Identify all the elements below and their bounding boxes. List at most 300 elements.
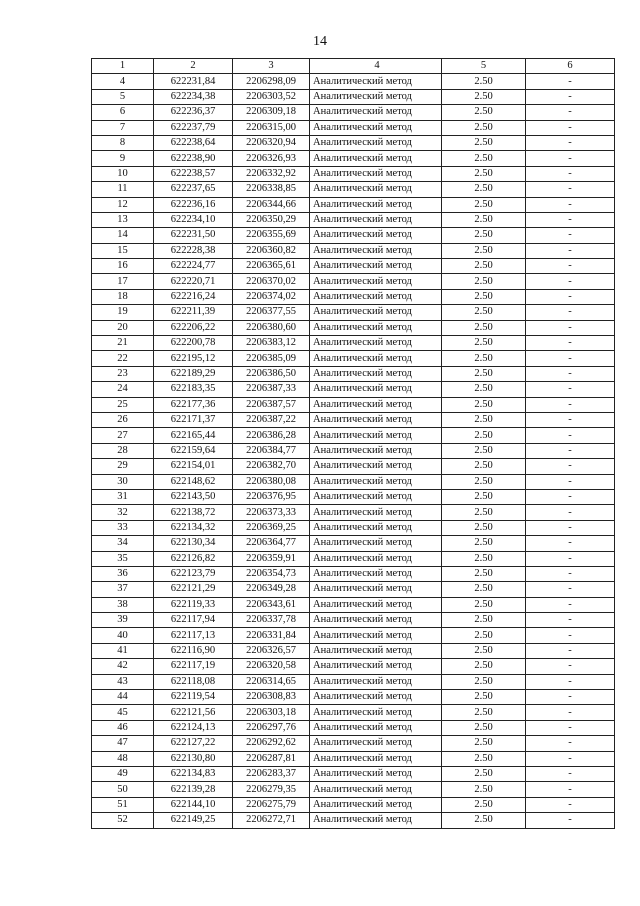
point-number-cell: 6 <box>92 105 154 120</box>
method-cell: Аналитический метод <box>310 320 442 335</box>
point-number-cell: 40 <box>92 628 154 643</box>
table-row <box>92 520 615 535</box>
y-coordinate-cell: 2206364,77 <box>233 536 310 551</box>
accuracy-cell: 2.50 <box>442 566 526 581</box>
x-coordinate-cell: 622117,94 <box>154 613 233 628</box>
note-cell: - <box>526 74 615 89</box>
point-number-cell: 7 <box>92 120 154 135</box>
x-coordinate-cell: 622177,36 <box>154 397 233 412</box>
point-number-cell: 5 <box>92 89 154 104</box>
note-cell: - <box>526 597 615 612</box>
method-cell: Аналитический метод <box>310 474 442 489</box>
y-coordinate-cell: 2206337,78 <box>233 613 310 628</box>
y-coordinate-cell: 2206359,91 <box>233 551 310 566</box>
method-cell: Аналитический метод <box>310 151 442 166</box>
method-cell: Аналитический метод <box>310 135 442 150</box>
y-coordinate-cell: 2206320,58 <box>233 659 310 674</box>
point-number-cell: 28 <box>92 443 154 458</box>
accuracy-cell: 2.50 <box>442 166 526 181</box>
method-cell: Аналитический метод <box>310 259 442 274</box>
note-cell: - <box>526 751 615 766</box>
point-number-cell: 49 <box>92 766 154 781</box>
method-cell: Аналитический метод <box>310 489 442 504</box>
note-cell: - <box>526 259 615 274</box>
accuracy-cell: 2.50 <box>442 274 526 289</box>
point-number-cell: 44 <box>92 690 154 705</box>
method-cell: Аналитический метод <box>310 197 442 212</box>
note-cell: - <box>526 89 615 104</box>
method-cell: Аналитический метод <box>310 382 442 397</box>
point-number-cell: 33 <box>92 520 154 535</box>
y-coordinate-cell: 2206360,82 <box>233 243 310 258</box>
accuracy-cell: 2.50 <box>442 89 526 104</box>
note-cell: - <box>526 428 615 443</box>
point-number-cell: 8 <box>92 135 154 150</box>
x-coordinate-cell: 622238,57 <box>154 166 233 181</box>
note-cell: - <box>526 628 615 643</box>
table-row <box>92 597 615 612</box>
y-coordinate-cell: 2206326,93 <box>233 151 310 166</box>
table-row <box>92 659 615 674</box>
point-number-cell: 9 <box>92 151 154 166</box>
note-cell: - <box>526 690 615 705</box>
point-number-cell: 46 <box>92 720 154 735</box>
table-body <box>92 74 615 828</box>
point-number-cell: 45 <box>92 705 154 720</box>
accuracy-cell: 2.50 <box>442 782 526 797</box>
note-cell: - <box>526 412 615 427</box>
accuracy-cell: 2.50 <box>442 766 526 781</box>
x-coordinate-cell: 622130,34 <box>154 536 233 551</box>
method-cell: Аналитический метод <box>310 212 442 227</box>
y-coordinate-cell: 2206303,18 <box>233 705 310 720</box>
point-number-cell: 37 <box>92 582 154 597</box>
x-coordinate-cell: 622139,28 <box>154 782 233 797</box>
note-cell: - <box>526 351 615 366</box>
method-cell: Аналитический метод <box>310 243 442 258</box>
y-coordinate-cell: 2206387,22 <box>233 412 310 427</box>
point-number-cell: 4 <box>92 74 154 89</box>
table-row <box>92 674 615 689</box>
y-coordinate-cell: 2206386,28 <box>233 428 310 443</box>
x-coordinate-cell: 622216,24 <box>154 289 233 304</box>
y-coordinate-cell: 2206275,79 <box>233 797 310 812</box>
x-coordinate-cell: 622231,50 <box>154 228 233 243</box>
accuracy-cell: 2.50 <box>442 474 526 489</box>
note-cell: - <box>526 813 615 828</box>
method-cell: Аналитический метод <box>310 797 442 812</box>
x-coordinate-cell: 622237,65 <box>154 182 233 197</box>
note-cell: - <box>526 459 615 474</box>
x-coordinate-cell: 622236,37 <box>154 105 233 120</box>
accuracy-cell: 2.50 <box>442 720 526 735</box>
table-row <box>92 736 615 751</box>
header-col-2: 2 <box>154 59 233 74</box>
method-cell: Аналитический метод <box>310 336 442 351</box>
accuracy-cell: 2.50 <box>442 135 526 150</box>
table-row <box>92 366 615 381</box>
note-cell: - <box>526 505 615 520</box>
y-coordinate-cell: 2206355,69 <box>233 228 310 243</box>
y-coordinate-cell: 2206279,35 <box>233 782 310 797</box>
note-cell: - <box>526 582 615 597</box>
point-number-cell: 41 <box>92 643 154 658</box>
note-cell: - <box>526 720 615 735</box>
y-coordinate-cell: 2206369,25 <box>233 520 310 535</box>
note-cell: - <box>526 443 615 458</box>
x-coordinate-cell: 622231,84 <box>154 74 233 89</box>
table-row <box>92 459 615 474</box>
note-cell: - <box>526 536 615 551</box>
note-cell: - <box>526 736 615 751</box>
note-cell: - <box>526 212 615 227</box>
point-number-cell: 52 <box>92 813 154 828</box>
method-cell: Аналитический метод <box>310 782 442 797</box>
note-cell: - <box>526 520 615 535</box>
note-cell: - <box>526 289 615 304</box>
method-cell: Аналитический метод <box>310 366 442 381</box>
accuracy-cell: 2.50 <box>442 412 526 427</box>
table-row <box>92 705 615 720</box>
table-row <box>92 382 615 397</box>
header-col-5: 5 <box>442 59 526 74</box>
note-cell: - <box>526 151 615 166</box>
accuracy-cell: 2.50 <box>442 736 526 751</box>
table-row <box>92 412 615 427</box>
accuracy-cell: 2.50 <box>442 351 526 366</box>
method-cell: Аналитический метод <box>310 166 442 181</box>
table-row <box>92 397 615 412</box>
accuracy-cell: 2.50 <box>442 628 526 643</box>
table-row <box>92 690 615 705</box>
table-row <box>92 120 615 135</box>
y-coordinate-cell: 2206370,02 <box>233 274 310 289</box>
header-col-4: 4 <box>310 59 442 74</box>
x-coordinate-cell: 622123,79 <box>154 566 233 581</box>
method-cell: Аналитический метод <box>310 520 442 535</box>
table-row <box>92 582 615 597</box>
table-row <box>92 551 615 566</box>
method-cell: Аналитический метод <box>310 582 442 597</box>
accuracy-cell: 2.50 <box>442 120 526 135</box>
x-coordinate-cell: 622149,25 <box>154 813 233 828</box>
x-coordinate-cell: 622117,19 <box>154 659 233 674</box>
table-row <box>92 613 615 628</box>
note-cell: - <box>526 643 615 658</box>
y-coordinate-cell: 2206292,62 <box>233 736 310 751</box>
method-cell: Аналитический метод <box>310 412 442 427</box>
y-coordinate-cell: 2206380,08 <box>233 474 310 489</box>
accuracy-cell: 2.50 <box>442 690 526 705</box>
x-coordinate-cell: 622148,62 <box>154 474 233 489</box>
point-number-cell: 23 <box>92 366 154 381</box>
table-row <box>92 228 615 243</box>
note-cell: - <box>526 382 615 397</box>
accuracy-cell: 2.50 <box>442 613 526 628</box>
x-coordinate-cell: 622238,90 <box>154 151 233 166</box>
point-number-cell: 29 <box>92 459 154 474</box>
method-cell: Аналитический метод <box>310 597 442 612</box>
method-cell: Аналитический метод <box>310 289 442 304</box>
method-cell: Аналитический метод <box>310 766 442 781</box>
table-row <box>92 489 615 504</box>
x-coordinate-cell: 622126,82 <box>154 551 233 566</box>
y-coordinate-cell: 2206365,61 <box>233 259 310 274</box>
method-cell: Аналитический метод <box>310 274 442 289</box>
y-coordinate-cell: 2206354,73 <box>233 566 310 581</box>
accuracy-cell: 2.50 <box>442 751 526 766</box>
method-cell: Аналитический метод <box>310 182 442 197</box>
y-coordinate-cell: 2206374,02 <box>233 289 310 304</box>
table-row <box>92 628 615 643</box>
accuracy-cell: 2.50 <box>442 705 526 720</box>
method-cell: Аналитический метод <box>310 674 442 689</box>
y-coordinate-cell: 2206386,50 <box>233 366 310 381</box>
note-cell: - <box>526 489 615 504</box>
table-row <box>92 212 615 227</box>
table-row <box>92 89 615 104</box>
y-coordinate-cell: 2206331,84 <box>233 628 310 643</box>
y-coordinate-cell: 2206297,76 <box>233 720 310 735</box>
x-coordinate-cell: 622211,39 <box>154 305 233 320</box>
accuracy-cell: 2.50 <box>442 243 526 258</box>
note-cell: - <box>526 551 615 566</box>
x-coordinate-cell: 622237,79 <box>154 120 233 135</box>
header-col-1: 1 <box>92 59 154 74</box>
point-number-cell: 13 <box>92 212 154 227</box>
method-cell: Аналитический метод <box>310 659 442 674</box>
x-coordinate-cell: 622118,08 <box>154 674 233 689</box>
y-coordinate-cell: 2206384,77 <box>233 443 310 458</box>
x-coordinate-cell: 622200,78 <box>154 336 233 351</box>
x-coordinate-cell: 622183,35 <box>154 382 233 397</box>
x-coordinate-cell: 622121,29 <box>154 582 233 597</box>
y-coordinate-cell: 2206308,83 <box>233 690 310 705</box>
accuracy-cell: 2.50 <box>442 382 526 397</box>
accuracy-cell: 2.50 <box>442 551 526 566</box>
point-number-cell: 27 <box>92 428 154 443</box>
accuracy-cell: 2.50 <box>442 536 526 551</box>
point-number-cell: 36 <box>92 566 154 581</box>
note-cell: - <box>526 243 615 258</box>
method-cell: Аналитический метод <box>310 551 442 566</box>
table-row <box>92 813 615 828</box>
table-row <box>92 720 615 735</box>
x-coordinate-cell: 622154,01 <box>154 459 233 474</box>
table-row <box>92 751 615 766</box>
point-number-cell: 51 <box>92 797 154 812</box>
x-coordinate-cell: 622117,13 <box>154 628 233 643</box>
y-coordinate-cell: 2206387,57 <box>233 397 310 412</box>
note-cell: - <box>526 674 615 689</box>
x-coordinate-cell: 622189,29 <box>154 366 233 381</box>
y-coordinate-cell: 2206338,85 <box>233 182 310 197</box>
note-cell: - <box>526 135 615 150</box>
table-row <box>92 643 615 658</box>
y-coordinate-cell: 2206385,09 <box>233 351 310 366</box>
note-cell: - <box>526 274 615 289</box>
point-number-cell: 26 <box>92 412 154 427</box>
method-cell: Аналитический метод <box>310 89 442 104</box>
note-cell: - <box>526 120 615 135</box>
point-number-cell: 20 <box>92 320 154 335</box>
accuracy-cell: 2.50 <box>442 212 526 227</box>
note-cell: - <box>526 197 615 212</box>
table-row <box>92 566 615 581</box>
accuracy-cell: 2.50 <box>442 674 526 689</box>
y-coordinate-cell: 2206320,94 <box>233 135 310 150</box>
y-coordinate-cell: 2206376,95 <box>233 489 310 504</box>
x-coordinate-cell: 622121,56 <box>154 705 233 720</box>
point-number-cell: 31 <box>92 489 154 504</box>
y-coordinate-cell: 2206283,37 <box>233 766 310 781</box>
point-number-cell: 39 <box>92 613 154 628</box>
method-cell: Аналитический метод <box>310 566 442 581</box>
note-cell: - <box>526 336 615 351</box>
method-cell: Аналитический метод <box>310 736 442 751</box>
table-row <box>92 336 615 351</box>
accuracy-cell: 2.50 <box>442 489 526 504</box>
accuracy-cell: 2.50 <box>442 197 526 212</box>
x-coordinate-cell: 622134,32 <box>154 520 233 535</box>
method-cell: Аналитический метод <box>310 74 442 89</box>
x-coordinate-cell: 622127,22 <box>154 736 233 751</box>
accuracy-cell: 2.50 <box>442 582 526 597</box>
method-cell: Аналитический метод <box>310 613 442 628</box>
method-cell: Аналитический метод <box>310 228 442 243</box>
note-cell: - <box>526 782 615 797</box>
point-number-cell: 24 <box>92 382 154 397</box>
y-coordinate-cell: 2206373,33 <box>233 505 310 520</box>
accuracy-cell: 2.50 <box>442 397 526 412</box>
table-row <box>92 536 615 551</box>
method-cell: Аналитический метод <box>310 751 442 766</box>
x-coordinate-cell: 622130,80 <box>154 751 233 766</box>
y-coordinate-cell: 2206387,33 <box>233 382 310 397</box>
header-row <box>92 59 615 74</box>
point-number-cell: 19 <box>92 305 154 320</box>
note-cell: - <box>526 797 615 812</box>
point-number-cell: 50 <box>92 782 154 797</box>
note-cell: - <box>526 659 615 674</box>
note-cell: - <box>526 305 615 320</box>
method-cell: Аналитический метод <box>310 428 442 443</box>
point-number-cell: 35 <box>92 551 154 566</box>
note-cell: - <box>526 397 615 412</box>
accuracy-cell: 2.50 <box>442 151 526 166</box>
note-cell: - <box>526 228 615 243</box>
accuracy-cell: 2.50 <box>442 505 526 520</box>
y-coordinate-cell: 2206315,00 <box>233 120 310 135</box>
y-coordinate-cell: 2206326,57 <box>233 643 310 658</box>
x-coordinate-cell: 622234,38 <box>154 89 233 104</box>
point-number-cell: 42 <box>92 659 154 674</box>
table-row <box>92 305 615 320</box>
point-number-cell: 12 <box>92 197 154 212</box>
table-row <box>92 289 615 304</box>
y-coordinate-cell: 2206344,66 <box>233 197 310 212</box>
x-coordinate-cell: 622124,13 <box>154 720 233 735</box>
point-number-cell: 47 <box>92 736 154 751</box>
x-coordinate-cell: 622138,72 <box>154 505 233 520</box>
note-cell: - <box>526 766 615 781</box>
point-number-cell: 14 <box>92 228 154 243</box>
method-cell: Аналитический метод <box>310 643 442 658</box>
coordinates-table <box>91 58 615 829</box>
y-coordinate-cell: 2206298,09 <box>233 74 310 89</box>
method-cell: Аналитический метод <box>310 105 442 120</box>
method-cell: Аналитический метод <box>310 813 442 828</box>
accuracy-cell: 2.50 <box>442 305 526 320</box>
note-cell: - <box>526 182 615 197</box>
y-coordinate-cell: 2206380,60 <box>233 320 310 335</box>
y-coordinate-cell: 2206343,61 <box>233 597 310 612</box>
x-coordinate-cell: 622220,71 <box>154 274 233 289</box>
table-row <box>92 259 615 274</box>
point-number-cell: 15 <box>92 243 154 258</box>
page-number: 14 <box>313 34 327 49</box>
method-cell: Аналитический метод <box>310 443 442 458</box>
x-coordinate-cell: 622206,22 <box>154 320 233 335</box>
point-number-cell: 10 <box>92 166 154 181</box>
accuracy-cell: 2.50 <box>442 443 526 458</box>
accuracy-cell: 2.50 <box>442 289 526 304</box>
x-coordinate-cell: 622228,38 <box>154 243 233 258</box>
method-cell: Аналитический метод <box>310 397 442 412</box>
accuracy-cell: 2.50 <box>442 659 526 674</box>
header-col-6: 6 <box>526 59 615 74</box>
y-coordinate-cell: 2206309,18 <box>233 105 310 120</box>
x-coordinate-cell: 622234,10 <box>154 212 233 227</box>
x-coordinate-cell: 622144,10 <box>154 797 233 812</box>
table-row <box>92 166 615 181</box>
method-cell: Аналитический метод <box>310 351 442 366</box>
y-coordinate-cell: 2206382,70 <box>233 459 310 474</box>
accuracy-cell: 2.50 <box>442 428 526 443</box>
point-number-cell: 22 <box>92 351 154 366</box>
method-cell: Аналитический метод <box>310 120 442 135</box>
note-cell: - <box>526 166 615 181</box>
table-row <box>92 320 615 335</box>
y-coordinate-cell: 2206349,28 <box>233 582 310 597</box>
x-coordinate-cell: 622143,50 <box>154 489 233 504</box>
note-cell: - <box>526 613 615 628</box>
table-row <box>92 505 615 520</box>
point-number-cell: 34 <box>92 536 154 551</box>
table-row <box>92 151 615 166</box>
y-coordinate-cell: 2206350,29 <box>233 212 310 227</box>
table-row <box>92 105 615 120</box>
method-cell: Аналитический метод <box>310 705 442 720</box>
x-coordinate-cell: 622159,64 <box>154 443 233 458</box>
point-number-cell: 32 <box>92 505 154 520</box>
x-coordinate-cell: 622171,37 <box>154 412 233 427</box>
accuracy-cell: 2.50 <box>442 320 526 335</box>
accuracy-cell: 2.50 <box>442 459 526 474</box>
table-row <box>92 428 615 443</box>
x-coordinate-cell: 622116,90 <box>154 643 233 658</box>
x-coordinate-cell: 622238,64 <box>154 135 233 150</box>
table-row <box>92 197 615 212</box>
accuracy-cell: 2.50 <box>442 228 526 243</box>
y-coordinate-cell: 2206383,12 <box>233 336 310 351</box>
accuracy-cell: 2.50 <box>442 366 526 381</box>
accuracy-cell: 2.50 <box>442 182 526 197</box>
note-cell: - <box>526 566 615 581</box>
method-cell: Аналитический метод <box>310 505 442 520</box>
x-coordinate-cell: 622224,77 <box>154 259 233 274</box>
method-cell: Аналитический метод <box>310 459 442 474</box>
